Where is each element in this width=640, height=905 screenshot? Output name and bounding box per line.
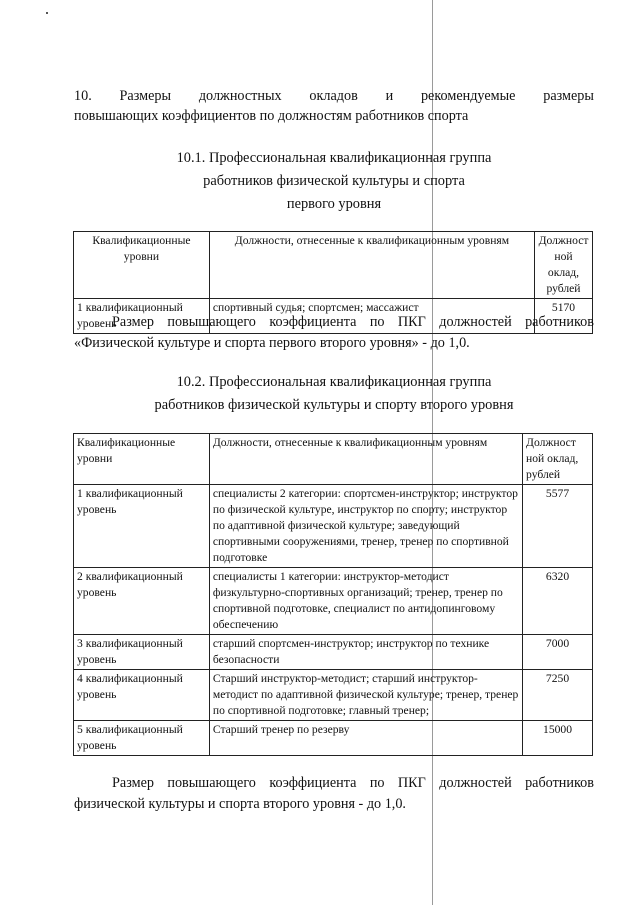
header-positions: Должности, отнесенные к квалификационным уровням (209, 434, 522, 485)
section2-title (74, 371, 594, 417)
heading-line-2: повышающих коэффициентов по должностям работников спорта (74, 108, 469, 124)
table-row (74, 485, 593, 568)
note-word: по (369, 314, 385, 330)
heading-word: рекомендуемые (420, 88, 516, 104)
header-level: Квалификационные уровни (74, 232, 210, 299)
heading-word: окладов (309, 88, 358, 104)
note-word: работников (525, 314, 594, 330)
note-word: повышающего (167, 314, 256, 330)
header-salary: Должност ной оклад, рублей (523, 434, 593, 485)
heading-word: Размеры (119, 88, 172, 104)
cell-level: 5 квалификационный уровень (74, 721, 210, 756)
section1-title-line: 10.1. Профессиональная квалификационная группа (176, 150, 492, 166)
cell-positions: старший спортсмен-инструктор; инструктор по технике безопасности (209, 635, 522, 670)
note-word: повышающего (167, 775, 256, 791)
note-line-1 (74, 312, 594, 333)
cell-level: 3 квалификационный уровень (74, 635, 210, 670)
header-level: Квалификационные уровни (74, 434, 210, 485)
cell-salary: 6320 (523, 568, 593, 635)
heading-word: должностных (198, 88, 282, 104)
section-heading (74, 86, 594, 126)
note-word: по (369, 775, 385, 791)
table-header-row (74, 232, 593, 299)
note-word: Размер (112, 775, 154, 791)
table-header-row (74, 434, 593, 485)
note-line-1 (74, 773, 594, 794)
note-word: должностей (439, 314, 512, 330)
note-line-2: физической культуры и спорта второго уровня - до 1,0. (74, 796, 406, 812)
cell-level: 1 квалификационный уровень (74, 299, 210, 334)
note-word: Размер (112, 314, 154, 330)
table-row (74, 635, 593, 670)
section1-title-line: работников физической культуры и спорта (203, 173, 465, 189)
note-word: коэффициента (269, 775, 357, 791)
cell-positions: специалисты 2 категории: спортсмен-инструктор; инструктор по физической культуре, инструктор по спорту; инструктор по адаптивной физической культуре; заведующий спортивными сооружениями, тренер, тренер по спортивной подготовке (209, 485, 522, 568)
section2-title-line: 10.2. Профессиональная квалификационная группа (176, 374, 492, 390)
section2-note (74, 773, 594, 815)
header-positions: Должности, отнесенные к квалификационным уровням (209, 232, 534, 299)
cell-salary: 5577 (523, 485, 593, 568)
section1-title-line: первого уровня (286, 196, 382, 212)
note-word: ПКГ (397, 775, 426, 791)
table-row (74, 568, 593, 635)
note-word: работников (525, 775, 594, 791)
cell-positions: Старший тренер по резерву (209, 721, 522, 756)
cell-salary: 7250 (523, 670, 593, 721)
cell-positions: специалисты 1 категории: инструктор-методист физкультурно-спортивных организаций; тренер, тренер по спортивной подготовке, специалист по антидопинговому обеспечению (209, 568, 522, 635)
note-word: должностей (439, 775, 512, 791)
note-word: ПКГ (397, 314, 426, 330)
cell-level: 2 квалификационный уровень (74, 568, 210, 635)
heading-word: 10. (74, 88, 92, 104)
heading-word: размеры (543, 88, 594, 104)
table-row (74, 670, 593, 721)
header-salary: Должност ной оклад, рублей (535, 232, 593, 299)
cell-salary: 5170 (535, 299, 593, 334)
section1-title (74, 147, 594, 216)
cell-level: 1 квалификационный уровень (74, 485, 210, 568)
section2-table (73, 433, 593, 756)
cell-positions: спортивный судья; спортсмен; массажист (209, 299, 534, 334)
table-row (74, 721, 593, 756)
section2-title-line: работников физической культуры и спорту второго уровня (154, 397, 514, 413)
cell-salary: 15000 (523, 721, 593, 756)
note-line-2: «Физической культуре и спорта первого второго уровня» - до 1,0. (74, 335, 470, 351)
heading-word: и (385, 88, 394, 104)
section1-note (74, 312, 594, 354)
scan-speck (46, 12, 48, 14)
cell-salary: 7000 (523, 635, 593, 670)
cell-positions: Старший инструктор-методист; старший инструктор-методист по адаптивной физической культуре; тренер, тренер по спортивной подготовке; главный тренер; (209, 670, 522, 721)
heading-line-1 (74, 86, 594, 106)
note-word: коэффициента (269, 314, 357, 330)
cell-level: 4 квалификационный уровень (74, 670, 210, 721)
